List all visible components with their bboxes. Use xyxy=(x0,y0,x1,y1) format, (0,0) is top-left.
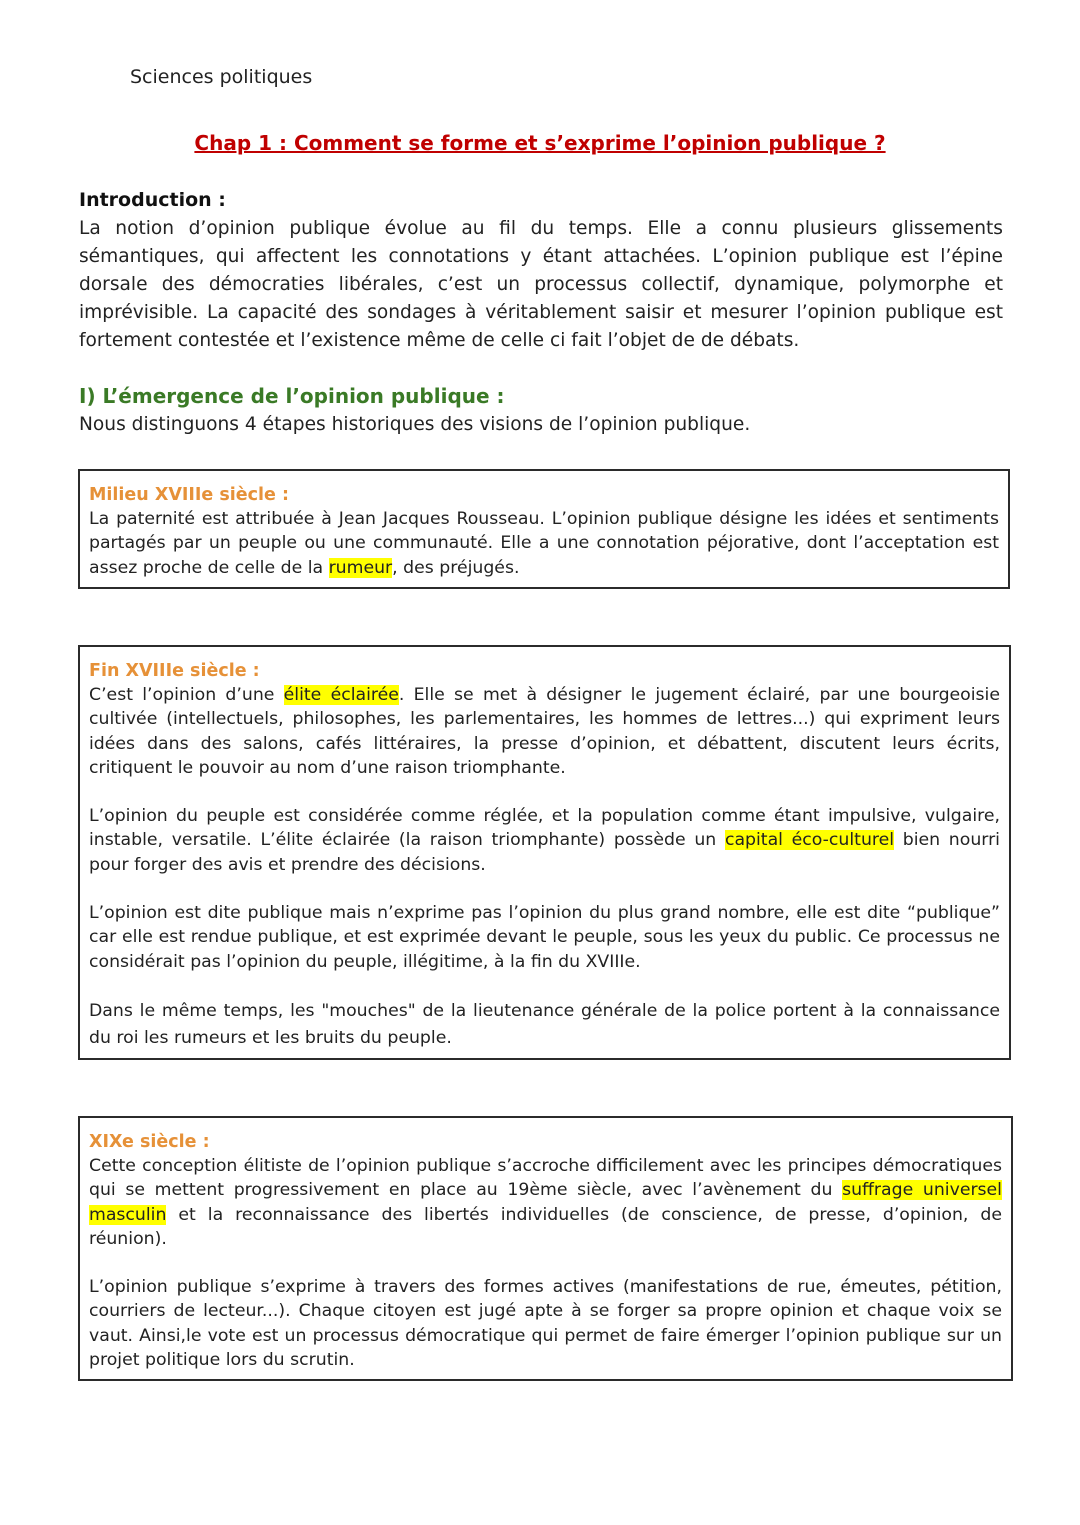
period-paragraph: L’opinion est dite publique mais n’exprime pas l’opinion du plus grand nombre, elle est dite “publique” car elle est rendue publique, et est exprimée devant le peuple, sous les yeux du public. Ce processus ne considérait pas l’opinion du peuple, illégitime, à la fin du XVIIIe. xyxy=(89,903,1000,972)
introduction-text: La notion d’opinion publique évolue au fil du temps. Elle a connu plusieurs glissements sémantiques, qui affectent les connotations y étant attachées. L’opinion publique est l’épine dorsale des démocraties libérales, c’est un processus collectif, dynamique, polymorphe et imprévisible. La capacité des sondages à véritablement saisir et mesurer l’opinion publique est fortement contestée et l’existence même de celle ci fait l’objet de de débats. xyxy=(79,218,1003,351)
period-paragraph xyxy=(89,804,1000,877)
highlight-suffrage-universel: suffrage universel masculin xyxy=(89,1180,1002,1225)
highlight-elite-eclairee: élite éclairée xyxy=(283,685,399,705)
paragraph-text: C’est l’opinion d’une xyxy=(89,685,284,705)
paragraph-text: et la reconnaissance des libertés individuelles (de conscience, de presse, d’opinion, de réunion). xyxy=(89,1204,1002,1249)
period-paragraph: Dans le même temps, les "mouches" de la lieutenance générale de la police portent à la connaissance du roi les rumeurs et les bruits du peuple. xyxy=(89,1000,1000,1048)
section-1-text: Nous distinguons 4 étapes historiques des visions de l’opinion publique. xyxy=(79,414,751,435)
period-paragraph xyxy=(89,507,999,580)
period-paragraph xyxy=(89,683,1000,780)
paragraph-text: . Elle se met à désigner le jugement éclairé, par une bourgeoisie cultivée (intellectuels, philosophes, les parlementaires, les hommes de lettres...) qui expriment leurs idées dans des salons, cafés littéraires, la presse d’opinion, et débattent, discutent leurs écrits, critiquent le pouvoir au nom d’une raison triomphante. xyxy=(89,685,1000,778)
highlight-capital-eco-culturel: capital éco-culturel xyxy=(724,830,895,851)
chapter-title: Chap 1 : Comment se forme et s’exprime l’opinion publique ? xyxy=(194,131,886,155)
period-box-late-18th xyxy=(78,645,1011,1060)
highlight-rumeur: rumeur xyxy=(328,557,393,578)
period-paragraph: L’opinion publique s’exprime à travers des formes actives (manifestations de rue, émeutes, pétition, courriers de lecteur...). Chaque citoyen est jugé apte à se forger sa propre opinion et chaque voix se vaut. Ainsi,le vote est un processus démocratique qui permet de faire émerger l’opinion publique sur un projet politique lors du scrutin. xyxy=(89,1277,1002,1371)
period-box-19th xyxy=(78,1116,1013,1381)
paragraph-text: La paternité est attribuée à Jean Jacques Rousseau. L’opinion publique désigne les idées et sentiments partagés par un peuple ou une communauté. Elle a une connotation péjorative, dont l’acceptation est assez proche de celle de la xyxy=(89,509,999,578)
period-heading: Milieu XVIIIe siècle : xyxy=(89,485,289,505)
period-box-mid-18th xyxy=(78,469,1010,589)
introduction-heading: Introduction : xyxy=(79,189,226,211)
paragraph-text: L’opinion du peuple est considérée comme réglée, et la population comme étant impulsive, vulgaire, instable, versatile. L’élite éclairée (la raison triomphante) possède un xyxy=(89,806,1000,851)
paragraph-text: , des préjugés. xyxy=(392,557,520,578)
period-heading: XIXe siècle : xyxy=(89,1132,210,1152)
period-paragraph xyxy=(89,1154,1002,1251)
section-1-heading: I) L’émergence de l’opinion publique : xyxy=(79,384,505,408)
period-heading: Fin XVIIIe siècle : xyxy=(89,661,260,681)
page-subject: Sciences politiques xyxy=(130,66,313,88)
paragraph-text: Cette conception élitiste de l’opinion publique s’accroche difficilement avec les principes démocratiques qui se mettent progressivement en place au 19ème siècle, avec l’avènement du xyxy=(89,1156,1002,1201)
paragraph-text: bien nourri pour forger des avis et prendre des décisions. xyxy=(89,830,1000,875)
